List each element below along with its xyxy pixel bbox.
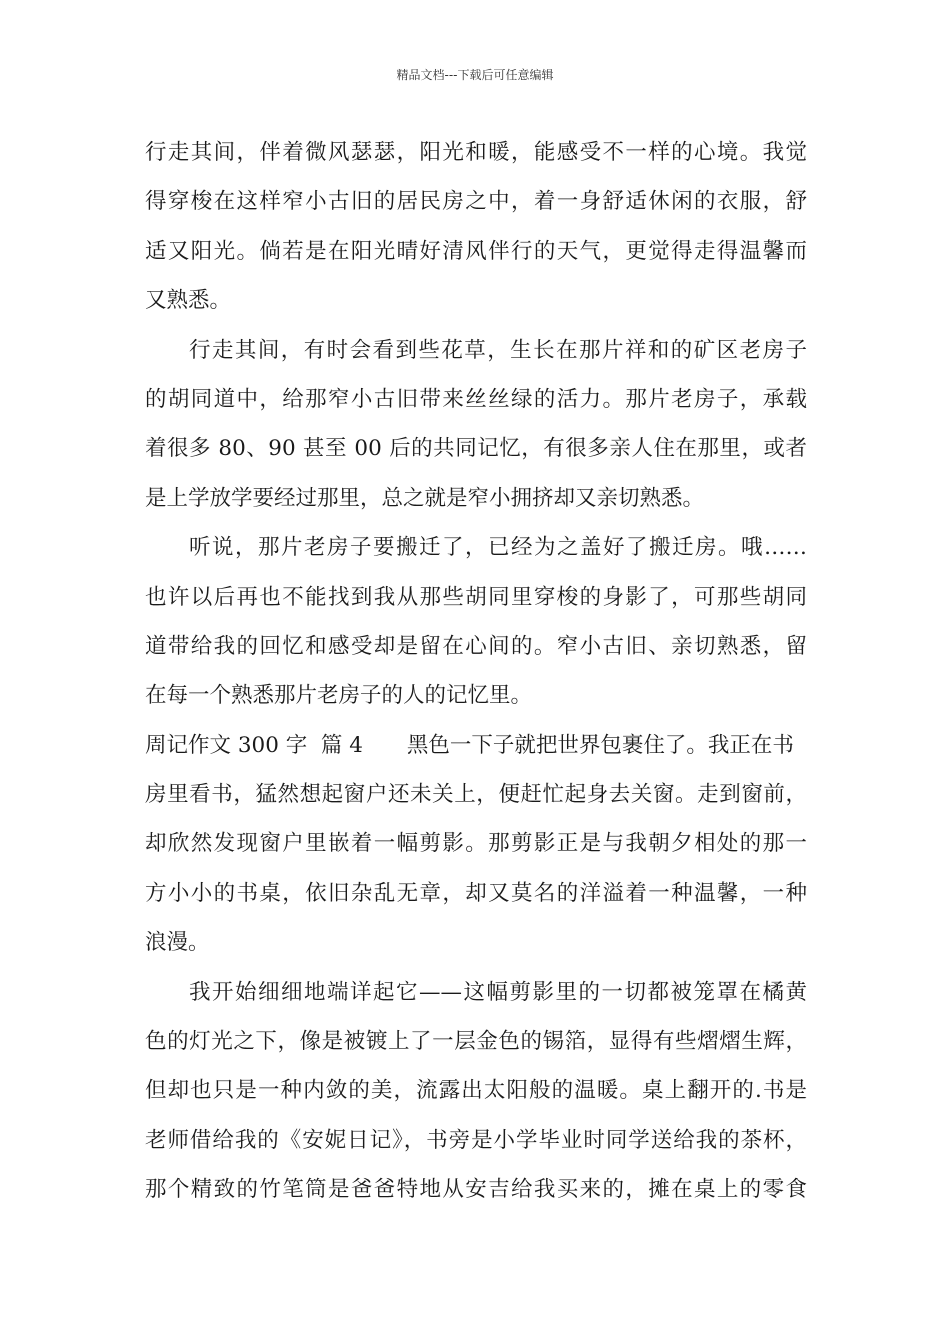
text-line: 方小小的书桌，依旧杂乱无章，却又莫名的洋溢着一种温馨，一种 <box>145 880 807 906</box>
text-line: 在每一个熟悉那片老房子的人的记忆里。 <box>145 683 533 709</box>
text-line: 那个精致的竹笔筒是爸爸特地从安吉给我买来的，摊在桌上的零食 <box>145 1177 807 1203</box>
text-line: 也许以后再也不能找到我从那些胡同里穿梭的身影了，可那些胡同 <box>145 584 807 610</box>
text-line: 浪漫。 <box>145 930 210 956</box>
text-line: 我开始细细地端详起它——这幅剪影里的一切都被笼罩在橘黄 <box>189 979 807 1005</box>
text-line: 行走其间，有时会看到些花草，生长在那片祥和的矿区老房子 <box>189 337 807 363</box>
text-line: 适又阳光。倘若是在阳光晴好清风伴行的天气，更觉得走得温馨而 <box>145 238 807 264</box>
text-line: 房里看书，猛然想起窗户还未关上，便赶忙起身去关窗。走到窗前， <box>145 782 807 808</box>
section-first-text: 黑色一下子就把世界包裹住了。我正在书 <box>406 732 794 758</box>
text-line: 道带给我的回忆和感受却是留在心间的。窄小古旧、亲切熟悉，留 <box>145 633 807 659</box>
text-line: 是上学放学要经过那里，总之就是窄小拥挤却又亲切熟悉。 <box>145 485 705 511</box>
document-body <box>145 128 807 1215</box>
text-line: 但却也只是一种内敛的美，流露出太阳般的温暖。桌上翻开的.书是 <box>145 1078 807 1104</box>
section-line <box>145 721 807 770</box>
section-title: 周记作文 300 字 篇 4 <box>145 732 363 758</box>
text-line: 老师借给我的《安妮日记》，书旁是小学毕业时同学送给我的茶杯， <box>145 1127 807 1153</box>
text-line: 却欣然发现窗户里嵌着一幅剪影。那剪影正是与我朝夕相处的那一 <box>145 831 807 857</box>
text-line: 行走其间，伴着微风瑟瑟，阳光和暖，能感受不一样的心境。我觉 <box>145 140 807 165</box>
text-line: 得穿梭在这样窄小古旧的居民房之中，着一身舒适休闲的衣服，舒 <box>145 189 807 215</box>
text-line: 着很多 80、90 甚至 00 后的共同记忆，有很多亲人住在那里，或者 <box>145 436 807 462</box>
text-line: 听说，那片老房子要搬迁了，已经为之盖好了搬迁房。哦…… <box>189 535 807 561</box>
text-line: 的胡同道中，给那窄小古旧带来丝丝绿的活力。那片老房子，承载 <box>145 386 807 412</box>
text-line: 色的灯光之下，像是被镀上了一层金色的锡箔，显得有些熠熠生辉， <box>145 1029 807 1055</box>
text-line: 又熟悉。 <box>145 288 232 314</box>
page-header: 精品文档---下载后可任意编辑 <box>396 68 554 82</box>
